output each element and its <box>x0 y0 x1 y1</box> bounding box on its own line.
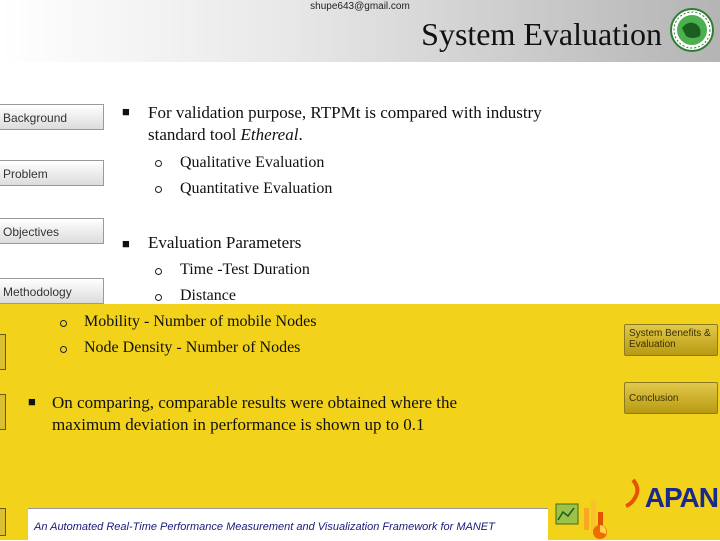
bullet-validation-line2-prefix: standard tool <box>148 125 241 144</box>
nav-conclusion-button[interactable]: Conclusion <box>624 382 718 414</box>
bullet-comparison <box>52 392 572 436</box>
sub-bullet-ring-icon <box>155 268 162 275</box>
bullet-square-icon: ■ <box>28 394 36 409</box>
sub-bullet-ring-icon <box>60 320 67 327</box>
university-seal-icon <box>670 8 714 52</box>
bullet-validation-line2-suffix: . <box>298 125 303 144</box>
footer-caption: An Automated Real-Time Performance Measurement and Visualization Framework for MANET <box>34 521 495 533</box>
nav-background-button[interactable]: Background <box>0 104 104 130</box>
bullet-square-icon: ■ <box>122 236 130 251</box>
left-tab-marker <box>0 508 6 536</box>
sub-qualitative: Qualitative Evaluation <box>180 154 325 171</box>
ethereal-tool-name: Ethereal <box>240 125 299 144</box>
sub-mobility: Mobility - Number of mobile Nodes <box>84 313 317 330</box>
sub-bullet-ring-icon <box>155 186 162 193</box>
nav-methodology-button[interactable]: Methodology <box>0 278 104 304</box>
sub-bullet-ring-icon <box>155 160 162 167</box>
left-tab-marker <box>0 334 6 370</box>
nav-system-benefits-button[interactable]: System Benefits & Evaluation <box>624 324 718 356</box>
footer-bar <box>28 508 548 541</box>
bullet-parameters: Evaluation Parameters <box>148 233 302 252</box>
apan-logo-mark-icon <box>622 478 644 508</box>
sub-quantitative: Quantitative Evaluation <box>180 180 333 197</box>
slide-title: System Evaluation <box>421 16 662 52</box>
author-email: shupe643@gmail.com <box>310 1 410 12</box>
bullet-comparison-line2: maximum deviation in performance is shown up to 0.1 <box>52 415 425 434</box>
bullet-validation-line1: For validation purpose, RTPMt is compared with industry <box>148 103 542 122</box>
apan-brand-logo: APAN <box>644 482 718 513</box>
bullet-validation <box>148 102 668 146</box>
sub-node-density: Node Density - Number of Nodes <box>84 339 301 356</box>
sub-time: Time -Test Duration <box>180 261 310 278</box>
sub-distance: Distance <box>180 287 236 304</box>
bullet-square-icon: ■ <box>122 104 130 119</box>
bullet-comparison-line1: On comparing, comparable results were obtained where the <box>52 393 458 412</box>
slide-header <box>0 0 720 62</box>
nav-objectives-button[interactable]: Objectives <box>0 218 104 244</box>
left-tab-marker <box>0 394 6 430</box>
sub-bullet-ring-icon <box>60 346 67 353</box>
sub-bullet-ring-icon <box>155 294 162 301</box>
charts-clipart-icon <box>554 490 618 540</box>
nav-problem-button[interactable]: Problem <box>0 160 104 186</box>
